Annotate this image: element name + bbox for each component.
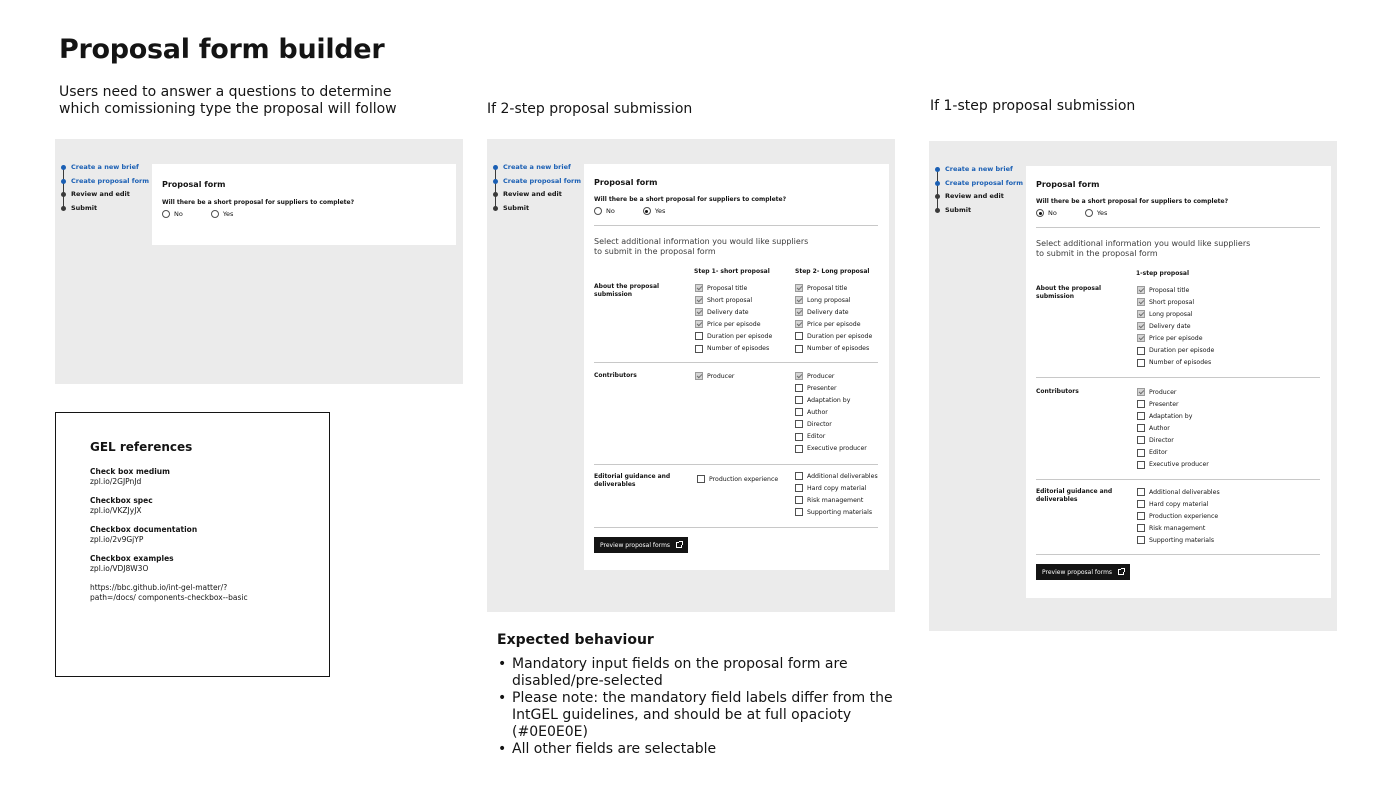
checkbox-item bbox=[695, 318, 772, 330]
checkbox-label: Number of episodes bbox=[707, 345, 770, 353]
button-label: Preview proposal forms bbox=[1042, 568, 1113, 576]
step1-about-checkboxes bbox=[695, 282, 772, 355]
checkbox-checked-disabled bbox=[795, 284, 803, 292]
step-label: Submit bbox=[945, 205, 972, 214]
step-dot bbox=[935, 181, 940, 186]
step-dot bbox=[61, 179, 66, 184]
checkbox-item bbox=[695, 282, 772, 294]
checkbox-label: Long proposal bbox=[807, 296, 851, 304]
step-label: Submit bbox=[503, 203, 530, 212]
ref-label: Checkbox spec bbox=[90, 496, 153, 505]
short-proposal-radios bbox=[594, 207, 693, 215]
checkbox-label: Duration per episode bbox=[807, 332, 873, 340]
divider bbox=[594, 225, 878, 226]
radio-label: Yes bbox=[1096, 209, 1108, 217]
checkbox-label: Director bbox=[807, 420, 832, 428]
checkbox-item bbox=[795, 370, 867, 382]
checkbox-label: Price per episode bbox=[1149, 334, 1203, 342]
checkbox-item[interactable] bbox=[695, 330, 772, 342]
step2-editorial-checkboxes bbox=[795, 470, 878, 518]
checkbox-label: Risk management bbox=[807, 496, 864, 504]
divider bbox=[594, 527, 878, 528]
checkbox[interactable] bbox=[795, 408, 803, 416]
one-step-panel bbox=[929, 141, 1337, 631]
ref-checkbox-spec bbox=[90, 496, 310, 516]
step2-contributor-checkboxes bbox=[795, 370, 867, 455]
step-create-brief[interactable] bbox=[935, 165, 1023, 179]
checkbox[interactable] bbox=[1137, 524, 1145, 532]
step2-column-heading: Step 2- Long proposal bbox=[795, 268, 870, 275]
radio-no[interactable] bbox=[162, 210, 183, 218]
checkbox-item[interactable] bbox=[795, 342, 872, 354]
expected-item: • Please note: the mandatory field labels differ from the IntGEL guidelines, and should be at full opacioty (#0E0E0E) bbox=[497, 690, 897, 741]
expected-behaviour-title: Expected behaviour bbox=[497, 632, 654, 648]
checkbox-item[interactable] bbox=[1137, 398, 1209, 410]
checkbox-item bbox=[1137, 284, 1214, 296]
checkbox[interactable] bbox=[795, 445, 803, 453]
stepper-nav bbox=[935, 165, 1023, 219]
step-create-proposal-form[interactable] bbox=[493, 177, 581, 191]
ref-link[interactable]: zpl.io/VDJ8W3O bbox=[90, 564, 149, 573]
checkbox[interactable] bbox=[795, 420, 803, 428]
checkbox[interactable] bbox=[795, 384, 803, 392]
checkbox-checked-disabled bbox=[1137, 334, 1145, 342]
checkbox-item[interactable] bbox=[1137, 510, 1220, 522]
step2-about-checkboxes bbox=[795, 282, 872, 355]
checkbox-item bbox=[695, 294, 772, 306]
two-step-panel bbox=[487, 139, 895, 612]
checkbox[interactable] bbox=[1137, 512, 1145, 520]
checkbox-label: Producer bbox=[707, 372, 735, 380]
step-label: Create proposal form bbox=[945, 178, 1024, 187]
checkbox[interactable] bbox=[1137, 359, 1145, 367]
checkbox-label: Editor bbox=[807, 433, 826, 441]
expected-behaviour bbox=[497, 632, 897, 758]
select-info-text: Select additional information you would like suppliers to submit in the proposal form bbox=[1036, 239, 1251, 258]
step-dot bbox=[493, 165, 498, 170]
checkbox-item bbox=[795, 282, 872, 294]
checkbox-checked-disabled bbox=[695, 320, 703, 328]
divider bbox=[1036, 227, 1320, 228]
radio-no[interactable] bbox=[594, 207, 615, 215]
form-title: Proposal form bbox=[594, 178, 658, 187]
checkbox-label: Risk management bbox=[1149, 524, 1206, 532]
checkbox-item bbox=[1137, 296, 1214, 308]
radio-circle-selected bbox=[1036, 209, 1044, 217]
step1-editorial-checkboxes bbox=[697, 473, 778, 485]
intro-text: Users need to answer a questions to determine which comissioning type the proposal will follow bbox=[59, 84, 397, 117]
checkbox-checked-disabled bbox=[1137, 388, 1145, 396]
radio-label: Yes bbox=[222, 210, 234, 218]
step-review-edit[interactable] bbox=[935, 192, 1023, 206]
select-info-text: Select additional information you would like suppliers to submit in the proposal form bbox=[594, 237, 809, 256]
divider bbox=[594, 362, 878, 363]
checkbox-label: Hard copy material bbox=[1149, 500, 1209, 508]
step-label: Create a new brief bbox=[503, 163, 571, 171]
checkbox-item[interactable] bbox=[1137, 446, 1209, 458]
step1-column-heading: Step 1- short proposal bbox=[694, 268, 770, 275]
checkbox[interactable] bbox=[1137, 461, 1145, 469]
checkbox-checked-disabled bbox=[795, 296, 803, 304]
button-label: Preview proposal forms bbox=[600, 541, 671, 549]
one-step-column-heading: 1-step proposal bbox=[1136, 270, 1190, 277]
gel-references-title: GEL references bbox=[90, 440, 193, 454]
short-proposal-question: Will there be a short proposal for suppliers to complete? bbox=[162, 199, 355, 206]
divider bbox=[594, 464, 878, 465]
step-dot bbox=[935, 194, 940, 199]
checkbox-label: Producer bbox=[1149, 388, 1177, 396]
checkbox-item bbox=[1137, 308, 1214, 320]
checkbox-item[interactable] bbox=[795, 406, 867, 418]
radio-yes[interactable] bbox=[211, 210, 234, 218]
checkbox-checked-disabled bbox=[695, 284, 703, 292]
checkbox[interactable] bbox=[795, 396, 803, 404]
radio-label: No bbox=[174, 210, 183, 218]
section-about-label: About the proposal submission bbox=[594, 283, 660, 298]
checkbox-label: Delivery date bbox=[1149, 322, 1191, 330]
section-editorial-label: Editorial guidance and deliverables bbox=[594, 473, 671, 488]
checkbox-checked-disabled bbox=[695, 296, 703, 304]
checkbox-label: Delivery date bbox=[807, 308, 849, 316]
checkbox-label: Duration per episode bbox=[707, 332, 773, 340]
checkbox-item[interactable] bbox=[697, 473, 778, 485]
section-contributors-label: Contributors bbox=[1036, 388, 1079, 395]
divider bbox=[1036, 554, 1320, 555]
checkbox[interactable] bbox=[1137, 449, 1145, 457]
checkbox[interactable] bbox=[1137, 536, 1145, 544]
checkbox-item[interactable] bbox=[1137, 534, 1220, 546]
checkbox-item[interactable] bbox=[795, 418, 867, 430]
step-create-proposal-form[interactable] bbox=[935, 179, 1023, 193]
checkbox-label: Price per episode bbox=[707, 320, 761, 328]
checkbox-item[interactable] bbox=[695, 342, 772, 354]
ref-label: Checkbox examples bbox=[90, 554, 174, 563]
checkbox[interactable] bbox=[697, 475, 705, 483]
ref-link[interactable]: zpl.io/VKZJyJX bbox=[90, 506, 142, 515]
one-step-heading: If 1-step proposal submission bbox=[930, 98, 1136, 114]
step-label: Create proposal form bbox=[503, 176, 582, 185]
checkbox[interactable] bbox=[695, 332, 703, 340]
gel-references-box bbox=[55, 412, 330, 677]
form-title: Proposal form bbox=[162, 180, 226, 189]
short-proposal-radios bbox=[162, 210, 261, 218]
checkbox-checked-disabled bbox=[1137, 286, 1145, 294]
checkbox-item[interactable] bbox=[1137, 498, 1220, 510]
checkbox-label: Long proposal bbox=[1149, 310, 1193, 318]
checkbox-label: Author bbox=[1149, 424, 1170, 432]
step-dot bbox=[935, 208, 940, 213]
step-label: Create a new brief bbox=[71, 163, 139, 171]
proposal-form-card bbox=[152, 164, 456, 245]
step-review-edit[interactable] bbox=[493, 190, 581, 204]
checkbox-checked-disabled bbox=[1137, 298, 1145, 306]
expected-item: • All other fields are selectable bbox=[497, 741, 897, 758]
checkbox-checked-disabled bbox=[795, 308, 803, 316]
section-about-label: About the proposal submission bbox=[1036, 285, 1102, 300]
checkbox-item[interactable] bbox=[795, 430, 867, 442]
external-link-icon bbox=[676, 542, 682, 548]
short-proposal-radios bbox=[1036, 209, 1135, 217]
checkbox-label: Production experience bbox=[709, 475, 779, 483]
proposal-form-card bbox=[1026, 166, 1331, 598]
checkbox-label: Adaptation by bbox=[807, 396, 851, 404]
checkbox[interactable] bbox=[795, 345, 803, 353]
divider bbox=[1036, 479, 1320, 480]
radio-circle bbox=[1085, 209, 1093, 217]
checkbox-label: Number of episodes bbox=[807, 345, 870, 353]
checkbox-item[interactable] bbox=[795, 443, 867, 455]
checkbox-checked-disabled bbox=[695, 308, 703, 316]
checkbox-item[interactable] bbox=[795, 470, 878, 482]
step-label: Create proposal form bbox=[71, 176, 150, 185]
step-dot bbox=[61, 192, 66, 197]
radio-no[interactable] bbox=[1036, 209, 1057, 217]
checkbox-label: Proposal title bbox=[807, 284, 848, 292]
checkbox-label: Additional deliverables bbox=[1149, 488, 1220, 496]
contributor-checkboxes bbox=[1137, 386, 1209, 471]
step-review-edit[interactable] bbox=[61, 190, 149, 204]
checkbox-label: Author bbox=[807, 408, 828, 416]
checkbox-item bbox=[1137, 320, 1214, 332]
expected-item: • Mandatory input fields on the proposal form are disabled/pre-selected bbox=[497, 656, 897, 690]
step-label: Review and edit bbox=[503, 190, 562, 198]
ref-link[interactable]: zpl.io/2v9GjYP bbox=[90, 535, 144, 544]
radio-circle bbox=[594, 207, 602, 215]
two-step-heading: If 2-step proposal submission bbox=[487, 101, 693, 117]
preview-proposal-forms-button[interactable] bbox=[1036, 564, 1130, 580]
checkbox-label: Presenter bbox=[807, 384, 837, 392]
checkbox[interactable] bbox=[1137, 400, 1145, 408]
checkbox-item[interactable] bbox=[795, 330, 872, 342]
step-dot bbox=[61, 165, 66, 170]
checkbox-label: Delivery date bbox=[707, 308, 749, 316]
checkbox-label: Hard copy material bbox=[807, 484, 867, 492]
checkbox-item[interactable] bbox=[1137, 434, 1209, 446]
step-submit[interactable] bbox=[935, 206, 1023, 220]
step1-contributor-checkboxes bbox=[695, 370, 734, 382]
checkbox-label: Supporting materials bbox=[807, 508, 873, 516]
step-dot bbox=[935, 167, 940, 172]
step-label: Submit bbox=[71, 203, 98, 212]
ref-label: Check box medium bbox=[90, 467, 170, 476]
checkbox[interactable] bbox=[795, 433, 803, 441]
step-submit[interactable] bbox=[493, 204, 581, 218]
stepper-nav bbox=[61, 163, 149, 217]
radio-label: No bbox=[606, 207, 615, 215]
step-dot bbox=[493, 179, 498, 184]
checkbox-label: Price per episode bbox=[807, 320, 861, 328]
checkbox-item[interactable] bbox=[1137, 486, 1220, 498]
step-dot bbox=[61, 206, 66, 211]
checkbox-item bbox=[695, 306, 772, 318]
checkbox-label: Producer bbox=[807, 372, 835, 380]
proposal-form-card bbox=[584, 164, 889, 570]
checkbox-label: Production experience bbox=[1149, 512, 1219, 520]
checkbox[interactable] bbox=[795, 484, 803, 492]
checkbox[interactable] bbox=[795, 508, 803, 516]
checkbox-label: Executive producer bbox=[807, 445, 867, 453]
checkbox-item bbox=[795, 294, 872, 306]
page-title: Proposal form builder bbox=[59, 34, 385, 65]
radio-circle bbox=[211, 210, 219, 218]
short-proposal-question: Will there be a short proposal for suppliers to complete? bbox=[594, 196, 787, 203]
ref-check-box-medium bbox=[90, 467, 310, 487]
checkbox-item bbox=[695, 370, 734, 382]
about-checkboxes bbox=[1137, 284, 1214, 369]
checkbox-item bbox=[1137, 386, 1209, 398]
checkbox[interactable] bbox=[695, 345, 703, 353]
checkbox-item[interactable] bbox=[795, 382, 867, 394]
radio-label: Yes bbox=[654, 207, 666, 215]
checkbox[interactable] bbox=[1137, 436, 1145, 444]
checkbox-item[interactable] bbox=[1137, 357, 1214, 369]
radio-circle bbox=[162, 210, 170, 218]
checkbox-item[interactable] bbox=[795, 394, 867, 406]
radio-label: No bbox=[1048, 209, 1057, 217]
checkbox-label: Duration per episode bbox=[1149, 347, 1215, 355]
checkbox-label: Presenter bbox=[1149, 400, 1179, 408]
checkbox-checked-disabled bbox=[795, 320, 803, 328]
short-proposal-question: Will there be a short proposal for suppliers to complete? bbox=[1036, 198, 1229, 205]
checkbox[interactable] bbox=[795, 332, 803, 340]
checkbox[interactable] bbox=[795, 496, 803, 504]
checkbox-label: Number of episodes bbox=[1149, 359, 1212, 367]
checkbox-item[interactable] bbox=[1137, 459, 1209, 471]
checkbox-label: Proposal title bbox=[1149, 286, 1190, 294]
checkbox-item bbox=[795, 306, 872, 318]
checkbox-label: Short proposal bbox=[707, 296, 753, 304]
checkbox-label: Adaptation by bbox=[1149, 412, 1193, 420]
checkbox-label: Editor bbox=[1149, 449, 1168, 457]
checkbox-item[interactable] bbox=[1137, 410, 1209, 422]
step-submit[interactable] bbox=[61, 204, 149, 218]
preview-proposal-forms-button[interactable] bbox=[594, 537, 688, 553]
checkbox-label: Executive producer bbox=[1149, 461, 1209, 469]
step-create-proposal-form[interactable] bbox=[61, 177, 149, 191]
checkbox[interactable] bbox=[1137, 424, 1145, 432]
checkbox-label: Additional deliverables bbox=[807, 472, 878, 480]
checkbox[interactable] bbox=[1137, 347, 1145, 355]
step-create-brief[interactable] bbox=[61, 163, 149, 177]
ref-checkbox-documentation bbox=[90, 525, 310, 545]
checkbox-item[interactable] bbox=[795, 506, 878, 518]
step-create-brief[interactable] bbox=[493, 163, 581, 177]
divider bbox=[1036, 377, 1320, 378]
checkbox-label: Short proposal bbox=[1149, 298, 1195, 306]
checkbox-item bbox=[1137, 332, 1214, 344]
gel-storybook-url[interactable]: https://bbc.github.io/int-gel-matter/?path=/docs/ components-checkbox--basic bbox=[90, 583, 248, 602]
checkbox-label: Proposal title bbox=[707, 284, 748, 292]
checkbox-checked-disabled bbox=[695, 372, 703, 380]
checkbox-checked-disabled bbox=[1137, 322, 1145, 330]
checkbox-item bbox=[795, 318, 872, 330]
checkbox[interactable] bbox=[795, 472, 803, 480]
initial-state-panel bbox=[55, 139, 463, 384]
checkbox-item[interactable] bbox=[1137, 422, 1209, 434]
step-dot bbox=[493, 206, 498, 211]
step-label: Review and edit bbox=[945, 192, 1004, 200]
checkbox-item[interactable] bbox=[795, 482, 878, 494]
ref-label: Checkbox documentation bbox=[90, 525, 198, 534]
ref-checkbox-examples bbox=[90, 554, 310, 574]
checkbox[interactable] bbox=[1137, 488, 1145, 496]
expected-behaviour-list bbox=[497, 656, 897, 758]
step-label: Review and edit bbox=[71, 190, 130, 198]
checkbox-label: Director bbox=[1149, 436, 1174, 444]
external-link-icon bbox=[1118, 569, 1124, 575]
checkbox-checked-disabled bbox=[795, 372, 803, 380]
checkbox[interactable] bbox=[1137, 500, 1145, 508]
editorial-checkboxes bbox=[1137, 486, 1220, 546]
step-dot bbox=[493, 192, 498, 197]
ref-link[interactable]: zpl.io/2GJPnJd bbox=[90, 477, 142, 486]
checkbox-item[interactable] bbox=[1137, 522, 1220, 534]
radio-yes[interactable] bbox=[1085, 209, 1108, 217]
section-editorial-label: Editorial guidance and deliverables bbox=[1036, 488, 1113, 503]
form-title: Proposal form bbox=[1036, 180, 1100, 189]
checkbox-item[interactable] bbox=[795, 494, 878, 506]
stepper-nav bbox=[493, 163, 581, 217]
checkbox-item[interactable] bbox=[1137, 344, 1214, 356]
checkbox[interactable] bbox=[1137, 412, 1145, 420]
checkbox-label: Supporting materials bbox=[1149, 536, 1215, 544]
section-contributors-label: Contributors bbox=[594, 372, 637, 379]
step-label: Create a new brief bbox=[945, 165, 1013, 173]
checkbox-checked-disabled bbox=[1137, 310, 1145, 318]
radio-circle-selected bbox=[643, 207, 651, 215]
radio-yes[interactable] bbox=[643, 207, 666, 215]
